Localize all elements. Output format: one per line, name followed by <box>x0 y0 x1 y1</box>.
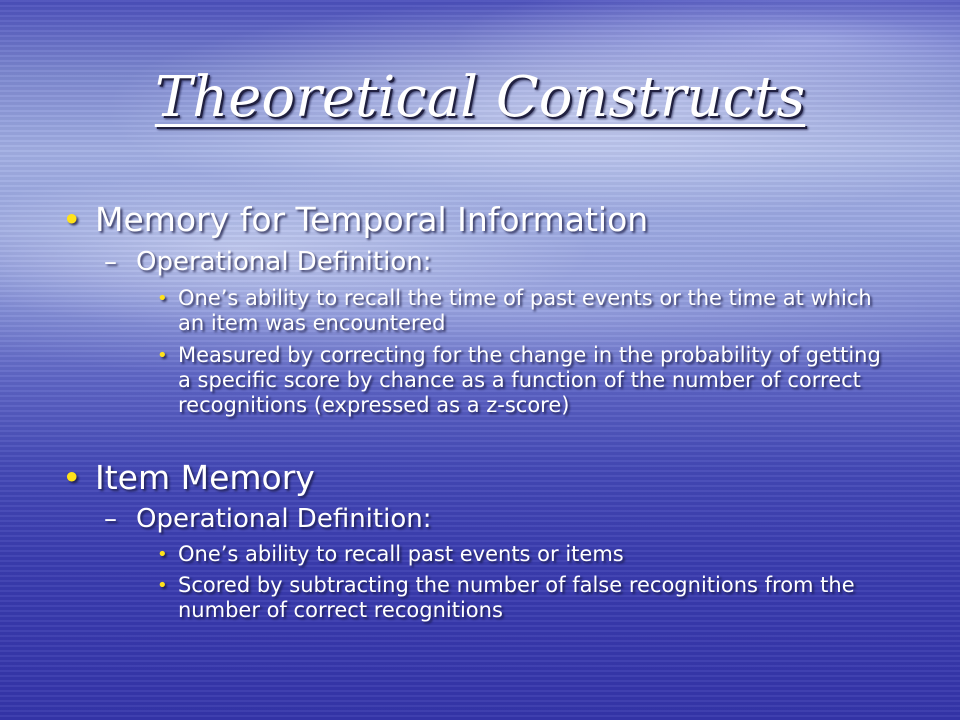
dash-icon: – <box>104 247 117 277</box>
detail-point <box>157 343 897 418</box>
detail-point <box>157 286 897 336</box>
detail-point <box>157 573 897 623</box>
bullet-heading: Memory for Temporal Information <box>95 200 649 239</box>
detail-text: One’s ability to recall past events or items <box>178 542 624 566</box>
sub-bullet-label: Operational Definition: <box>136 247 432 277</box>
bullet-heading: Item Memory <box>95 458 315 497</box>
bullet-icon: • <box>157 575 168 596</box>
bullet-icon: • <box>157 288 168 309</box>
detail-point <box>157 542 897 567</box>
sub-bullet-label: Operational Definition: <box>136 504 432 534</box>
detail-text: Scored by subtracting the number of false recognitions from the number of correct recognitions <box>178 573 855 622</box>
slide-title: Theoretical Constructs <box>154 65 806 130</box>
dash-icon: – <box>104 504 117 534</box>
bullet-icon: • <box>157 345 168 366</box>
bullet-icon: • <box>62 458 82 497</box>
bullet-icon: • <box>157 544 168 565</box>
bullet-icon: • <box>62 200 82 239</box>
detail-text: Measured by correcting for the change in the probability of getting a specific score by chance as a function of the number of correct recognitions (expressed as a z-score) <box>178 343 881 417</box>
detail-text: One’s ability to recall the time of past events or the time at which an item was encountered <box>178 286 872 335</box>
